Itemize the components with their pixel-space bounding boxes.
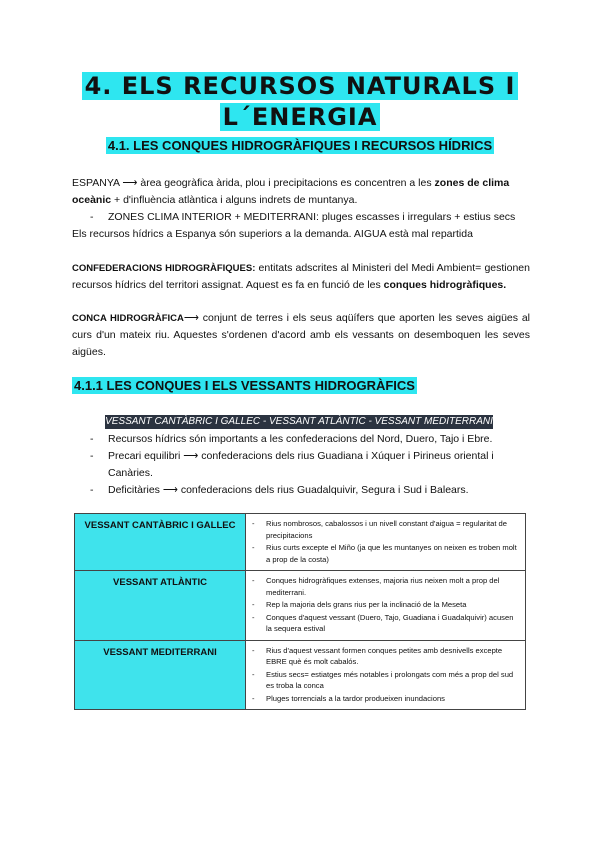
espanya-bold: zones de clima oceànic (72, 177, 510, 206)
vessant-detail: - Rep la majoria dels grans rius per la inclinació de la Meseta (266, 599, 519, 611)
vessant-detail: - Pluges torrencials a la tardor produeixen inundacions (266, 693, 519, 705)
bullet-dash: - (90, 450, 94, 462)
conca-text: ⟶ conjunt de terres i els seus aqüífers que aporten les seves aigües al curs d'un mateix riu. Aquestes s'ordenen d'acord amb els vessants on desemboquen les seves aigües. (72, 312, 530, 358)
title-highlight-1: 4. ELS RECURSOS NATURALS I (82, 72, 519, 100)
confederacions-paragraph (72, 260, 530, 294)
vessant-detail: - Conques hidrogràfiques extenses, majoria rius neixen molt a prop del mediterrani. (266, 575, 519, 598)
page-title-line1 (0, 72, 600, 100)
vessants-banner: VESSANT CANTÀBRIC I GALLEC - VESSANT ATLÀNTIC - VESSANT MEDITERRANI (105, 416, 493, 427)
confederacions-bold: conques hidrogràfiques. (383, 279, 507, 291)
subtitle-highlight: 4.1. LES CONQUES HIDROGRÀFIQUES I RECURSOS HÍDRICS (107, 138, 493, 153)
vessant-details (246, 571, 526, 641)
vessant-details (246, 514, 526, 571)
list-item-text: Precari equilibri ⟶ confederacions dels rius Guadiana i Xúquer i Pirineus oriental i Canàries. (108, 450, 494, 479)
subsection-heading (72, 378, 417, 393)
vessant-name: VESSANT ATLÀNTIC (75, 571, 246, 641)
confederacions-label: CONFEDERACIONS HIDROGRÀFIQUES: (72, 263, 256, 274)
vessant-detail: - Estius secs= estiatges més notables i prolongats com més a prop del sud es troba la conca (266, 669, 519, 692)
vessant-name: VESSANT MEDITERRANI (75, 640, 246, 710)
vessant-details (246, 640, 526, 710)
bullet-dash: - (90, 433, 94, 445)
vessants-table (74, 513, 526, 710)
confederacions-text: entitats adscrites al Ministeri del Medi Ambient= gestionen recursos hídrics del territori assignat. Aquest es fa en funció de les (72, 262, 530, 291)
conca-paragraph (72, 310, 530, 361)
bullet-dash: - (90, 211, 94, 223)
list-item-text: Recursos hídrics són importants a les confederacions del Nord, Duero, Tajo i Ebre. (108, 433, 493, 445)
espanya-paragraph (72, 175, 530, 209)
espanya-text-c: + d'influència atlàntica i alguns indrets de muntanya. (111, 194, 358, 206)
section-subtitle (0, 138, 600, 153)
conca-label: CONCA HIDROGRÀFICA (72, 313, 184, 324)
table-row (75, 571, 526, 641)
vessant-detail: - Conques d'aquest vessant (Duero, Tajo, Guadiana i Guadalquivir) acusen la sequera estival (266, 612, 519, 635)
vessant-detail: - Rius curts excepte el Miño (ja que les muntanyes on neixen es troben molt a prop de la costa) (266, 542, 519, 565)
page-title-line2 (0, 103, 600, 131)
recursos-paragraph: Els recursos hídrics a Espanya són superiors a la demanda. AIGUA està mal repartida (72, 228, 473, 240)
table-row (75, 640, 526, 710)
vessant-name: VESSANT CANTÀBRIC I GALLEC (75, 514, 246, 571)
espanya-text-a: ESPANYA ⟶ àrea geogràfica àrida, plou i precipitacions es concentren a les (72, 177, 435, 189)
vessant-detail: - Rius nombrosos, cabalossos i un nivell constant d'aigua = regularitat de precipitacions (266, 518, 519, 541)
list-item-text: Deficitàries ⟶ confederacions dels rius Guadalquivir, Segura i Sud i Balears. (108, 484, 469, 496)
table-row (75, 514, 526, 571)
subsection-highlight: 4.1.1 LES CONQUES I ELS VESSANTS HIDROGRÀFICS (74, 378, 415, 393)
title-highlight-2: L´ENERGIA (220, 103, 381, 131)
intro-bullet-text: ZONES CLIMA INTERIOR + MEDITERRANI: pluges escasses i irregulars + estius secs (108, 211, 516, 223)
bullet-dash: - (90, 484, 94, 496)
vessant-detail: - Rius d'aquest vessant formen conques petites amb desnivells excepte EBRE què és molt cabalós. (266, 645, 519, 668)
